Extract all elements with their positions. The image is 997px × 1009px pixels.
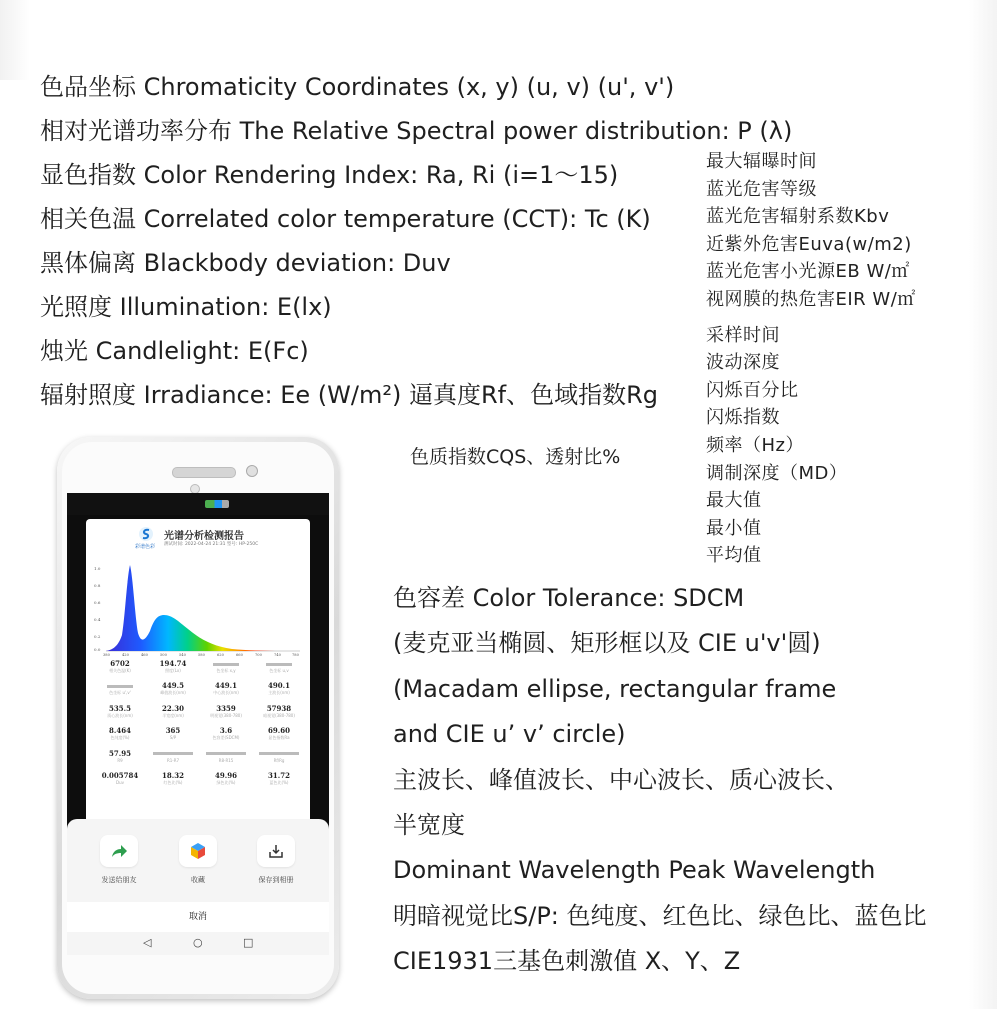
- spec-cqs: 色质指数CQS、透射比%: [410, 446, 621, 468]
- data-value: 3.6: [219, 726, 233, 736]
- data-value: 449.1: [215, 681, 237, 691]
- data-row: [94, 726, 304, 748]
- data-value: 69.60: [268, 726, 290, 736]
- share-sheet: [67, 819, 329, 955]
- phone-screen: [67, 493, 329, 955]
- right-line: (Macadam ellipse, rectangular frame: [393, 674, 837, 703]
- side-item: 蓝光危害小光源EB W/㎡: [706, 261, 910, 283]
- back-nav-icon[interactable]: ◁: [143, 936, 152, 949]
- data-label: Rf/Rg: [273, 757, 285, 763]
- data-cell: [253, 681, 305, 696]
- x-tick: 780: [292, 653, 299, 657]
- recent-apps-nav-icon[interactable]: □: [243, 936, 254, 949]
- side-item: 蓝光危害等级: [706, 178, 817, 200]
- right-edge-shade: [969, 0, 997, 1009]
- data-label: 质心波长(nm): [107, 712, 133, 718]
- save-to-album-button[interactable]: [241, 835, 311, 885]
- right-line: Dominant Wavelength Peak Wavelength: [393, 856, 876, 885]
- home-nav-icon[interactable]: ○: [193, 936, 203, 949]
- data-cell: [147, 749, 199, 764]
- side-item: 频率（Hz）: [706, 434, 804, 456]
- right-line: 明暗视觉比S/P: 色纯度、红色比、绿色比、蓝色比: [393, 901, 927, 930]
- x-tick: 580: [198, 653, 205, 657]
- data-value-blurred: [147, 749, 199, 758]
- data-cell: [94, 749, 146, 764]
- data-label: 明视觉(380-780): [210, 712, 242, 718]
- data-cell: [200, 771, 252, 786]
- data-cell: [200, 681, 252, 696]
- data-cell: [200, 704, 252, 719]
- data-cell: [147, 704, 199, 719]
- data-cell: [147, 726, 199, 741]
- side-item: 波动深度: [706, 352, 780, 374]
- data-value: 194.74: [159, 659, 187, 668]
- data-label: Duv: [116, 779, 124, 785]
- data-cell: [147, 681, 199, 696]
- x-tick: 700: [255, 653, 262, 657]
- side-item: 调制深度（MD）: [706, 462, 848, 484]
- data-label: R9: [117, 757, 123, 763]
- favorite-button[interactable]: [163, 835, 233, 885]
- side-item: 闪烁百分比: [706, 379, 799, 401]
- spec-color-rendering: 显色指数 Color Rendering Index: Ra, Ri (i=1～15): [40, 161, 619, 189]
- right-line: 主波长、峰值波长、中心波长、质心波长、: [393, 765, 849, 794]
- spectrum-curve: [106, 565, 300, 651]
- right-line: 半宽度: [393, 810, 465, 839]
- side-spec-list: [706, 148, 916, 570]
- data-value: 57.95: [109, 748, 131, 758]
- data-row: [94, 681, 304, 703]
- data-cell: [253, 659, 305, 674]
- right-line: 色容差 Color Tolerance: SDCM: [393, 584, 745, 612]
- phone-mockup: [57, 437, 339, 999]
- download-icon: [257, 835, 295, 867]
- x-tick: 460: [141, 653, 148, 657]
- data-label: 中心波长(nm): [213, 690, 239, 696]
- data-label: 色纯度(%): [110, 735, 130, 741]
- side-item: 蓝光危害辐射系数Kbv: [706, 206, 890, 228]
- save-to-album-label: 保存到相册: [258, 876, 294, 884]
- y-tick: 1.0: [94, 566, 101, 571]
- spec-irradiance: 辐射照度 Irradiance: Ee (W/m²) 逼真度Rf、色域指数Rg: [40, 381, 658, 409]
- data-row: [94, 771, 304, 793]
- data-cell: [147, 659, 199, 674]
- data-cell: [94, 704, 146, 719]
- left-edge-shade: [0, 0, 30, 80]
- data-value: 6702: [110, 659, 130, 668]
- phone-face: [62, 442, 334, 994]
- data-cell: [94, 681, 146, 696]
- data-label: R8-R15: [218, 757, 234, 763]
- y-tick: 0.8: [94, 583, 101, 588]
- cancel-button[interactable]: 取消: [67, 902, 329, 932]
- side-item: 采样时间: [706, 324, 780, 346]
- data-value: 0.005784: [101, 770, 139, 780]
- side-item: 视网膜的热危害EIR W/㎡: [706, 288, 916, 310]
- share-to-friend-button[interactable]: [84, 835, 154, 885]
- data-label: 色坐标 u,v: [269, 668, 289, 673]
- data-value: 3359: [216, 703, 236, 713]
- data-label: 显色指数Ra: [268, 735, 290, 741]
- side-item: 最大值: [706, 490, 762, 512]
- x-tick: 420: [122, 653, 129, 657]
- data-value: 535.5: [109, 703, 131, 713]
- data-label: 红色比(%): [163, 779, 183, 785]
- right-line: (麦克亚当椭圆、矩形框以及 CIE u'v'圆): [393, 629, 821, 658]
- side-item: 最小值: [706, 517, 762, 539]
- data-value: 8.464: [109, 726, 131, 736]
- y-tick: 0.4: [94, 617, 101, 622]
- data-cell: [94, 771, 146, 786]
- data-label: 半宽度(nm): [162, 712, 184, 718]
- spectrum-chart: [92, 557, 304, 657]
- report-meta: 测试时间: 2022-04-24 21:31 型号: HP-250C: [164, 542, 259, 547]
- data-cell: [200, 726, 252, 741]
- data-label: 相关色温(K): [109, 668, 131, 673]
- side-item: 闪烁指数: [706, 407, 780, 429]
- data-label: 暗视觉(380-780): [263, 712, 295, 718]
- x-tick: 660: [236, 653, 243, 657]
- status-icons: [205, 500, 229, 508]
- phone-camera: [246, 465, 258, 477]
- x-tick: 540: [179, 653, 186, 657]
- x-tick: 380: [103, 653, 110, 657]
- data-cell: [94, 659, 146, 674]
- data-cell: [253, 726, 305, 741]
- brand-logo-text: 彩谱色彩: [135, 544, 156, 550]
- data-row: [94, 704, 304, 726]
- y-tick: 0.0: [94, 647, 101, 652]
- phone-speaker: [172, 467, 236, 478]
- favorite-label: 收藏: [191, 876, 205, 884]
- data-label: 蓝色比(%): [269, 779, 289, 785]
- spec-duv: 黑体偏离 Blackbody deviation: Duv: [40, 249, 451, 277]
- data-value: 31.72: [268, 770, 290, 780]
- x-tick: 740: [274, 653, 281, 657]
- data-value: 490.1: [268, 681, 290, 691]
- status-bar: [67, 493, 329, 515]
- data-value: 365: [165, 726, 181, 736]
- cube-icon: [179, 835, 217, 867]
- data-label: 色容差(SDCM): [212, 735, 240, 741]
- right-spec-block: [393, 580, 927, 989]
- data-label: 照度(Lx): [165, 668, 181, 673]
- data-cell: [253, 749, 305, 764]
- data-label: 主波长(nm): [268, 690, 290, 696]
- data-value: 18.32: [162, 770, 184, 780]
- data-value: 57938: [266, 703, 292, 713]
- data-value: 22.30: [162, 703, 184, 713]
- side-item: 最大辐曝时间: [706, 151, 817, 172]
- x-tick: 500: [160, 653, 167, 657]
- report-title: 光谱分析检测报告: [164, 531, 244, 542]
- data-value-blurred: [253, 659, 305, 668]
- side-gap: [706, 314, 916, 322]
- data-row: [94, 659, 304, 681]
- share-arrow-icon: [100, 835, 138, 867]
- spec-cct: 相关色温 Correlated color temperature (CCT): Tc (K): [40, 205, 651, 233]
- x-tick: 620: [217, 653, 224, 657]
- data-cell: [200, 659, 252, 674]
- report-data-grid: [94, 659, 304, 793]
- system-nav-bar: [67, 932, 329, 955]
- brand-logo-icon: [138, 526, 154, 542]
- data-label: R1-R7: [166, 757, 180, 763]
- data-value: 49.96: [215, 770, 237, 780]
- side-item: 平均值: [706, 545, 762, 567]
- data-label: 峰值波长(nm): [160, 690, 186, 696]
- spec-candlelight: 烛光 Candlelight: E(Fc): [40, 337, 309, 365]
- data-value-blurred: [200, 659, 252, 668]
- spec-spectral-power: 相对光谱功率分布 The Relative Spectral power distribution: P (λ): [40, 117, 793, 145]
- x-tick-labels: [103, 653, 300, 657]
- data-value-blurred: [253, 749, 305, 758]
- data-label: 色坐标 u',v': [109, 690, 131, 696]
- data-cell: [253, 704, 305, 719]
- data-value: 449.5: [162, 681, 184, 691]
- data-label: S/P: [169, 735, 177, 741]
- side-item: 近紫外危害Euva(w/m2): [706, 233, 912, 255]
- data-cell: [253, 771, 305, 786]
- y-tick: 0.2: [94, 634, 101, 639]
- y-tick: 0.6: [94, 600, 101, 605]
- data-label: 色坐标 x,y: [216, 668, 236, 673]
- right-line: CIE1931三基色刺激值 X、Y、Z: [393, 947, 741, 976]
- right-line: and CIE u’ v’ circle): [393, 720, 626, 749]
- data-cell: [200, 749, 252, 764]
- spec-illumination: 光照度 Illumination: E(lx): [40, 293, 332, 321]
- data-value-blurred: [200, 749, 252, 758]
- data-cell: [147, 771, 199, 786]
- data-row: [94, 749, 304, 771]
- share-to-friend-label: 发送给朋友: [101, 876, 137, 884]
- data-cell: [94, 726, 146, 741]
- data-label: 绿色比(%): [216, 779, 236, 785]
- spec-chromaticity: 色品坐标 Chromaticity Coordinates (x, y) (u, v) (u', v'): [40, 73, 675, 101]
